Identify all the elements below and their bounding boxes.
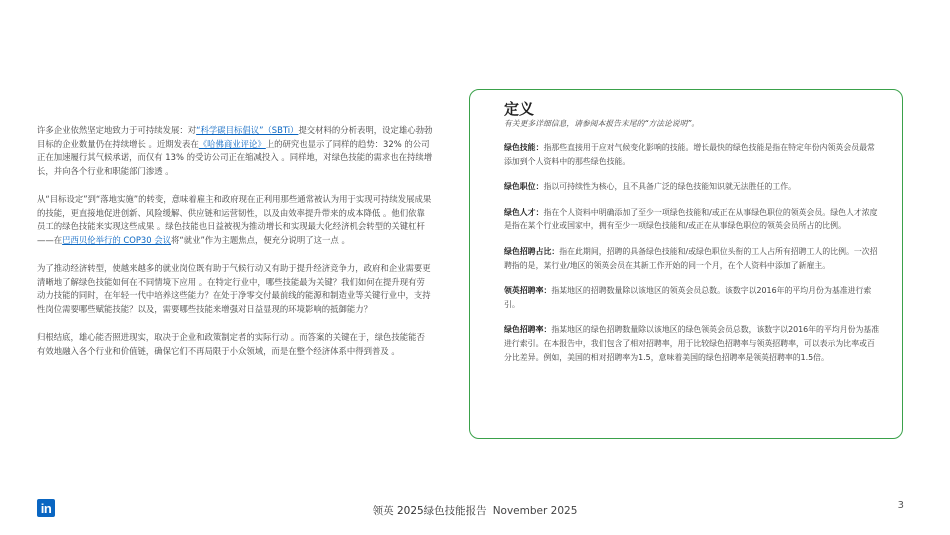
linkedin-logo-icon: in	[37, 499, 55, 517]
definition-green-hiring-share	[504, 245, 880, 272]
page-number: 3	[897, 500, 904, 511]
definition-text: 指以可持续性为核心，且不具备广泛的绿色技能知识就无法胜任的工作。	[543, 182, 796, 192]
paragraph-text: 将“就业”作为主题焦点，便充分说明了这一点 。	[170, 234, 350, 245]
definitions-box	[469, 89, 903, 439]
definition-term: 绿色招聘率：	[504, 325, 552, 335]
definition-text: 指在个人资料中明确添加了至少一项绿色技能和/或正在从事绿色职位的领英会员。绿色人才浓度是指在某个行业或国家中，拥有至少一项绿色技能和/或正在从事绿色职位的领英会员所占的比例。	[504, 207, 878, 231]
definition-green-jobs	[504, 180, 880, 194]
paragraph-text: 从“目标设定”到“落地实施”的转变，意味着雇主和政府现在正利用那些通常被认为用于实现可持续发展成果的技能，更直接地促进创新、风险缓解、供应链和运营韧性，以及由效率提升带来的成本降低 。他们依靠员工的绿色技能来实现这些成果 。绿色技能也日益被视为推动增长和实现最大化经济机会转型的关键杠杆——在	[37, 194, 432, 245]
paragraph-4: 归根结底，雄心能否照进现实，取决于企业和政策制定者的实际行动 。而答案的关键在于，绿色技能能否有效地融入各个行业和价值链，确保它们不再局限于小众领域，而是在整个经济体系中得到普及 。	[37, 332, 425, 356]
paragraph-2	[37, 193, 433, 247]
cop30-link[interactable]: 巴西贝伦举行的 COP30 会议	[62, 234, 171, 245]
definition-green-hiring-rate	[504, 323, 880, 364]
definition-term: 绿色职位：	[504, 182, 544, 192]
definition-text: 指那些直接用于应对气候变化影响的技能。增长最快的绿色技能是指在特定年份内领英会员最常添加到个人资料中的那些绿色技能。	[504, 143, 875, 166]
definitions-title: 定义	[504, 100, 535, 118]
report-title: 领英 2025绿色技能报告	[372, 505, 487, 517]
paragraph-text: 上的研究也显示了同样的趋势：32% 的公司正在加速履行其气候承诺，而仅有 13% 的受访公司正在缩减投入 。同样地，对绿色技能的需求也在持续增长，并向各个行业和职能部门渗透 。	[37, 138, 433, 176]
definition-green-skills	[504, 141, 880, 168]
definition-green-talent	[504, 206, 880, 233]
definition-term: 领英招聘率：	[504, 286, 552, 296]
body-text-column	[37, 124, 433, 373]
definition-text: 指在此期间，招聘的具备绿色技能和/或绿色职位头衔的工人占所有招聘工人的比例。一次招聘指的是，某行业/地区的领英会员在其新工作开始的同一个月，在个人资料中添加了新雇主。	[504, 246, 878, 270]
paragraph-text: 许多企业依然坚定地致力于可持续发展：对	[37, 125, 197, 135]
definition-text: 指某地区的绿色招聘数量除以该地区的绿色领英会员总数，该数字以2016年的平均月份为基准进行索引。在本报告中，我们包含了相对招聘率，用于比较绿色招聘率与领英招聘率，可以表示为比率或百分比差异。例如，美国的相对招聘率为1.5，意味着美国的绿色招聘率是领英招聘率的1.5倍。	[504, 325, 880, 362]
definition-text: 指某地区的招聘数量除以该地区的领英会员总数。该数字以2016年的平均月份为基准进行索引。	[504, 286, 872, 309]
paragraph-3: 为了推动经济转型，使越来越多的就业岗位既有助于气候行动又有助于提升经济竞争力，政府和企业需要更清晰地了解绿色技能如何在不同情境下应用 。在特定行业中，哪些技能最为关键？我们如何在提升现有劳动力技能的同时，在年轻一代中培养这些能力？在处于净零交付最前线的能源和制造业等关键行业中，支持性岗位需要哪些赋能技能？以及，需要哪些技能来增强对日益显现的环境影响的抵御能力？	[37, 263, 431, 314]
page-footer	[0, 496, 950, 526]
sbti-link[interactable]: “科学碳目标倡议”（SBTi）	[196, 125, 299, 135]
footer-report-title	[0, 504, 950, 518]
definition-term: 绿色招聘占比：	[504, 246, 560, 256]
report-date: November 2025	[492, 505, 578, 517]
paragraph-text: 提交材料的分析表明，设定雄心勃勃目标的企业数量仍在持续增长 。近期发表在	[37, 125, 433, 149]
paragraph-1	[37, 124, 433, 178]
definition-term: 绿色人才：	[504, 207, 544, 217]
definition-term: 绿色技能：	[504, 143, 544, 152]
definition-linkedin-hiring-rate	[504, 284, 880, 311]
definitions-subtitle: 有关更多详细信息，请参阅本报告末尾的“方法论说明”。	[504, 119, 700, 128]
hbr-link[interactable]: 《哈佛商业评论》	[198, 138, 266, 149]
